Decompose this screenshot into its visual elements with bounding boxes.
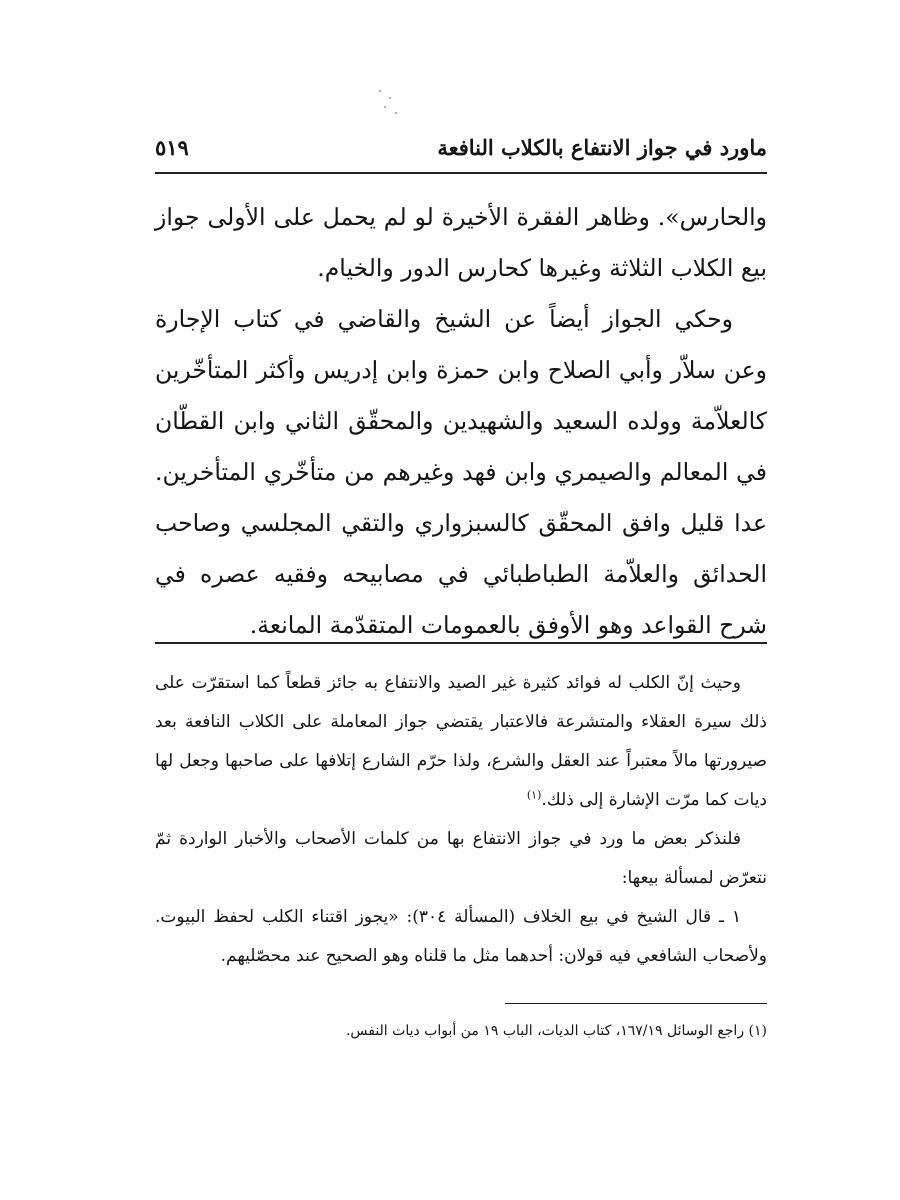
secondary-paragraph-1-text: وحيث إنّ الكلب له فوائد كثيرة غير الصيد والانتفاع به جائز قطعاً كما استقرّت على ذلك سيرة العقلاء والمتشرعة فالاعتبار يقتضي جواز المعاملة على الكلاب النافعة بعد صيرورتها مالاً معتبراً عند العقل والشرع، ولذا حرّم الشارع إتلافها على صاحبها وجعل لها ديات كما مرّت الإشارة إلى ذلك. xyxy=(155,673,767,810)
secondary-text-block xyxy=(155,664,767,976)
footnote: (١) راجع الوسائل ١٦٧/١٩، كتاب الديات، الباب ١٩ من أبواب ديات النفس. xyxy=(345,1023,767,1039)
page-header xyxy=(155,125,767,169)
running-title: ماورد في جواز الانتفاع بالكلاب النافعة xyxy=(437,134,767,160)
header-divider xyxy=(155,172,767,174)
secondary-paragraph-3: ١ ـ قال الشيخ في بيع الخلاف (المسألة ٣٠٤): «يجوز اقتناء الكلب لحفظ البيوت. ولأصحاب الشافعي فيه قولان: أحدهما مثل ما قلناه وهو الصحيح عند محصّليهم. xyxy=(155,907,767,966)
footnote-divider xyxy=(505,1003,767,1004)
page-number: ٥١٩ xyxy=(155,134,189,160)
section-divider xyxy=(155,642,767,644)
main-paragraph-1: والحارس». وظاهر الفقرة الأخيرة لو لم يحمل على الأولى جواز بيع الكلاب الثلاثة وغيرها كحارس الدور والخيام. xyxy=(155,203,767,282)
secondary-paragraph-1 xyxy=(155,664,767,820)
main-text-block xyxy=(155,192,767,651)
scan-speckles xyxy=(375,88,405,118)
main-paragraph-2: وحكي الجواز أيضاً عن الشيخ والقاضي في كتاب الإجارة وعن سلاّر وأبي الصلاح وابن حمزة وابن إدريس وأكثر المتأخّرين كالعلاّمة وولده السعيد والشهيدين والمحقّق الثاني وابن القطّان في المعالم والصيمري وابن فهد وغيرهم من متأخّري المتأخرين. عدا قليل وافق المحقّق كالسبزواري والتقي المجلسي وصاحب الحدائق والعلاّمة الطباطبائي في مصابيحه وفقيه عصره في شرح القواعد وهو الأوفق بالعمومات المتقدّمة المانعة. xyxy=(155,305,768,639)
secondary-paragraph-2: فلنذكر بعض ما ورد في جواز الانتفاع بها من كلمات الأصحاب والأخبار الواردة ثمّ نتعرّض لمسألة بيعها: xyxy=(155,829,767,888)
footnote-reference: (١) xyxy=(526,788,542,802)
